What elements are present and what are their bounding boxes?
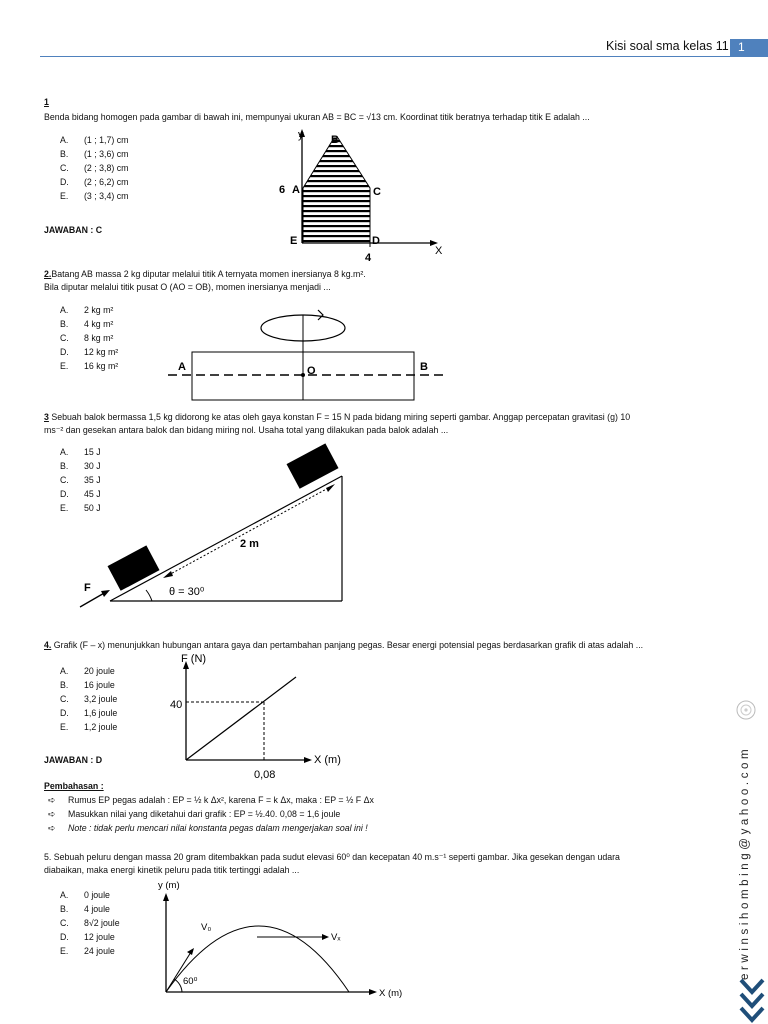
q2-options [60,303,118,373]
chevron-down-icon [738,976,766,1024]
q4-option: A. 20 joule [60,666,115,676]
q4-option: D. 1,6 joule [60,708,118,718]
q4-label-y: F (N) [181,653,207,665]
header-title: Kisi soal sma kelas 11 [606,39,729,53]
q2-figure [160,300,460,405]
q5-option: D. 12 joule [60,932,115,942]
q1-answer: JAWABAN : C [44,225,103,235]
q5-text1: 5. Sebuah peluru dengan massa 20 gram ditembakkan pada sudut elevasi 60⁰ dan kecepatan 40 m.s⁻¹ seperti gambar. Jika gesekan dengan udara [44,852,620,862]
q1-label-six: 6 [279,184,286,196]
q1-option: B. (1 ; 3,6) cm [60,149,129,159]
q5-label-angle: 60⁰ [183,976,198,987]
q4-label-x: X (m) [314,754,341,766]
q1-option: D. (2 ; 6,2) cm [60,177,129,187]
q4-option: B. 16 joule [60,680,115,690]
q3-label-angle: θ = 30⁰ [169,586,205,598]
q1-option: C. (2 ; 3,8) cm [60,163,129,173]
q2-text2: Bila diputar melalui titik pusat O (AO = OB), momen inersianya menjadi ... [44,282,331,292]
page-number: 1 [730,39,768,56]
q4-discussion-title: Pembahasan : [44,781,104,791]
q1-label-c: C [373,186,381,198]
q3-label-f: F [84,582,91,594]
q1-label-y: y [298,129,304,141]
rotation-arrow [318,310,323,320]
q3-text1: 3 Sebuah balok bermassa 1,5 kg didorong ke atas oleh gaya konstan F = 15 N pada bidang miring seperti gambar. Anggap percepatan gravitasi (g) 10 [44,412,631,422]
q4-figure [160,647,360,782]
q1-number: 1 [44,97,49,107]
header-rule [40,56,768,57]
q1-figure [270,125,460,265]
q5-angle-arc [174,979,182,992]
q4-option: E. 1,2 joule [60,722,118,732]
q1-text: Benda bidang homogen pada gambar di bawah ini, mempunyai ukuran AB = BC = √13 cm. Koordinat titik beratnya terhadap titik E adalah ... [44,112,590,122]
q5-option: B. 4 joule [60,904,110,914]
q1-option: E. (3 ; 3,4) cm [60,191,129,201]
distance-line [165,486,332,577]
q5-option: E. 24 joule [60,946,115,956]
q4-number: 4. [44,640,52,650]
q5-label-x: X (m) [379,988,403,999]
q1-label-x: X [435,245,443,257]
q5-label-v0: V₀ [201,922,212,933]
force-line [186,677,296,760]
q5-option: C. 8√2 joule [60,918,120,928]
q3-number: 3 [44,412,49,422]
q3-option: A. 15 J [60,447,101,457]
q4-discussion-3: ➪ Note : tidak perlu mencari nilai konstanta pegas dalam mengerjakan soal ini ! [48,823,368,833]
q4-option: C. 3,2 joule [60,694,118,704]
q1-label-a: A [292,184,300,196]
q2-label-b: B [420,361,428,373]
q5-options [60,888,120,958]
q3-option: B. 30 J [60,461,101,471]
q3-option: E. 50 J [60,503,101,513]
q1-shape [303,138,370,243]
q3-figure [70,440,360,615]
q1-label-b: B [331,134,339,146]
q3-option: C. 35 J [60,475,101,485]
sidebar-email: erwinsihombing@yahoo.com [739,745,751,980]
q4-options [60,664,117,734]
q2-option: D. 12 kg m² [60,347,119,357]
q2-option: C. 8 kg m² [60,333,114,343]
q1-label-four: 4 [365,252,372,264]
q4-label-tick-y: 40 [170,699,183,711]
q3-label-dist: 2 m [240,538,259,550]
incline-slope [110,476,342,601]
q5-text2: diabaikan, maka energi kinetik peluru pada titik tertinggi adalah ... [44,865,300,875]
q3-text2: ms⁻² dan gesekan antara balok dan bidang miring nol. Usaha total yang dilakukan pada balok adalah ... [44,425,449,435]
q2-number: 2. [44,269,52,279]
logo-icon [733,697,759,723]
q1-label-d: D [372,235,380,247]
q4-text: 4. Grafik (F – x) menunjukkan hubungan antara gaya dan pertambahan panjang pegas. Besar energi potensial pegas berdasarkan grafik di atas adalah ... [44,640,644,650]
q4-answer: JAWABAN : D [44,755,103,765]
q4-discussion-1: ➪ Rumus EP pegas adalah : EP = ½ k Δx², karena F = k Δx, maka : EP = ½ F Δx [48,795,374,805]
q5-figure [145,876,415,1001]
q5-option: A. 0 joule [60,890,110,900]
q4-discussion-2: ➪ Masukkan nilai yang diketahui dari grafik : EP = ½.40. 0,08 = 1,6 joule [48,809,341,819]
q1-option: A. (1 ; 1,7) cm [60,135,129,145]
q1-label-e: E [290,235,298,247]
q2-text1: 2.Batang AB massa 2 kg diputar melalui titik A ternyata momen inersianya 8 kg.m². [44,269,366,279]
q4-label-tick-x: 0,08 [254,769,276,781]
q2-label-o: O [307,365,316,377]
q1-options [60,133,128,203]
q5-label-vx: Vₓ [331,932,341,943]
q5-label-y: y (m) [158,880,180,891]
center-point [301,373,305,377]
q2-option: E. 16 kg m² [60,361,119,371]
force-arrow [80,592,106,607]
q3-option: D. 45 J [60,489,101,499]
q2-option: A. 2 kg m² [60,305,114,315]
q2-label-a: A [178,361,186,373]
angle-arc [146,590,152,601]
q2-option: B. 4 kg m² [60,319,114,329]
block-lower [108,545,160,590]
